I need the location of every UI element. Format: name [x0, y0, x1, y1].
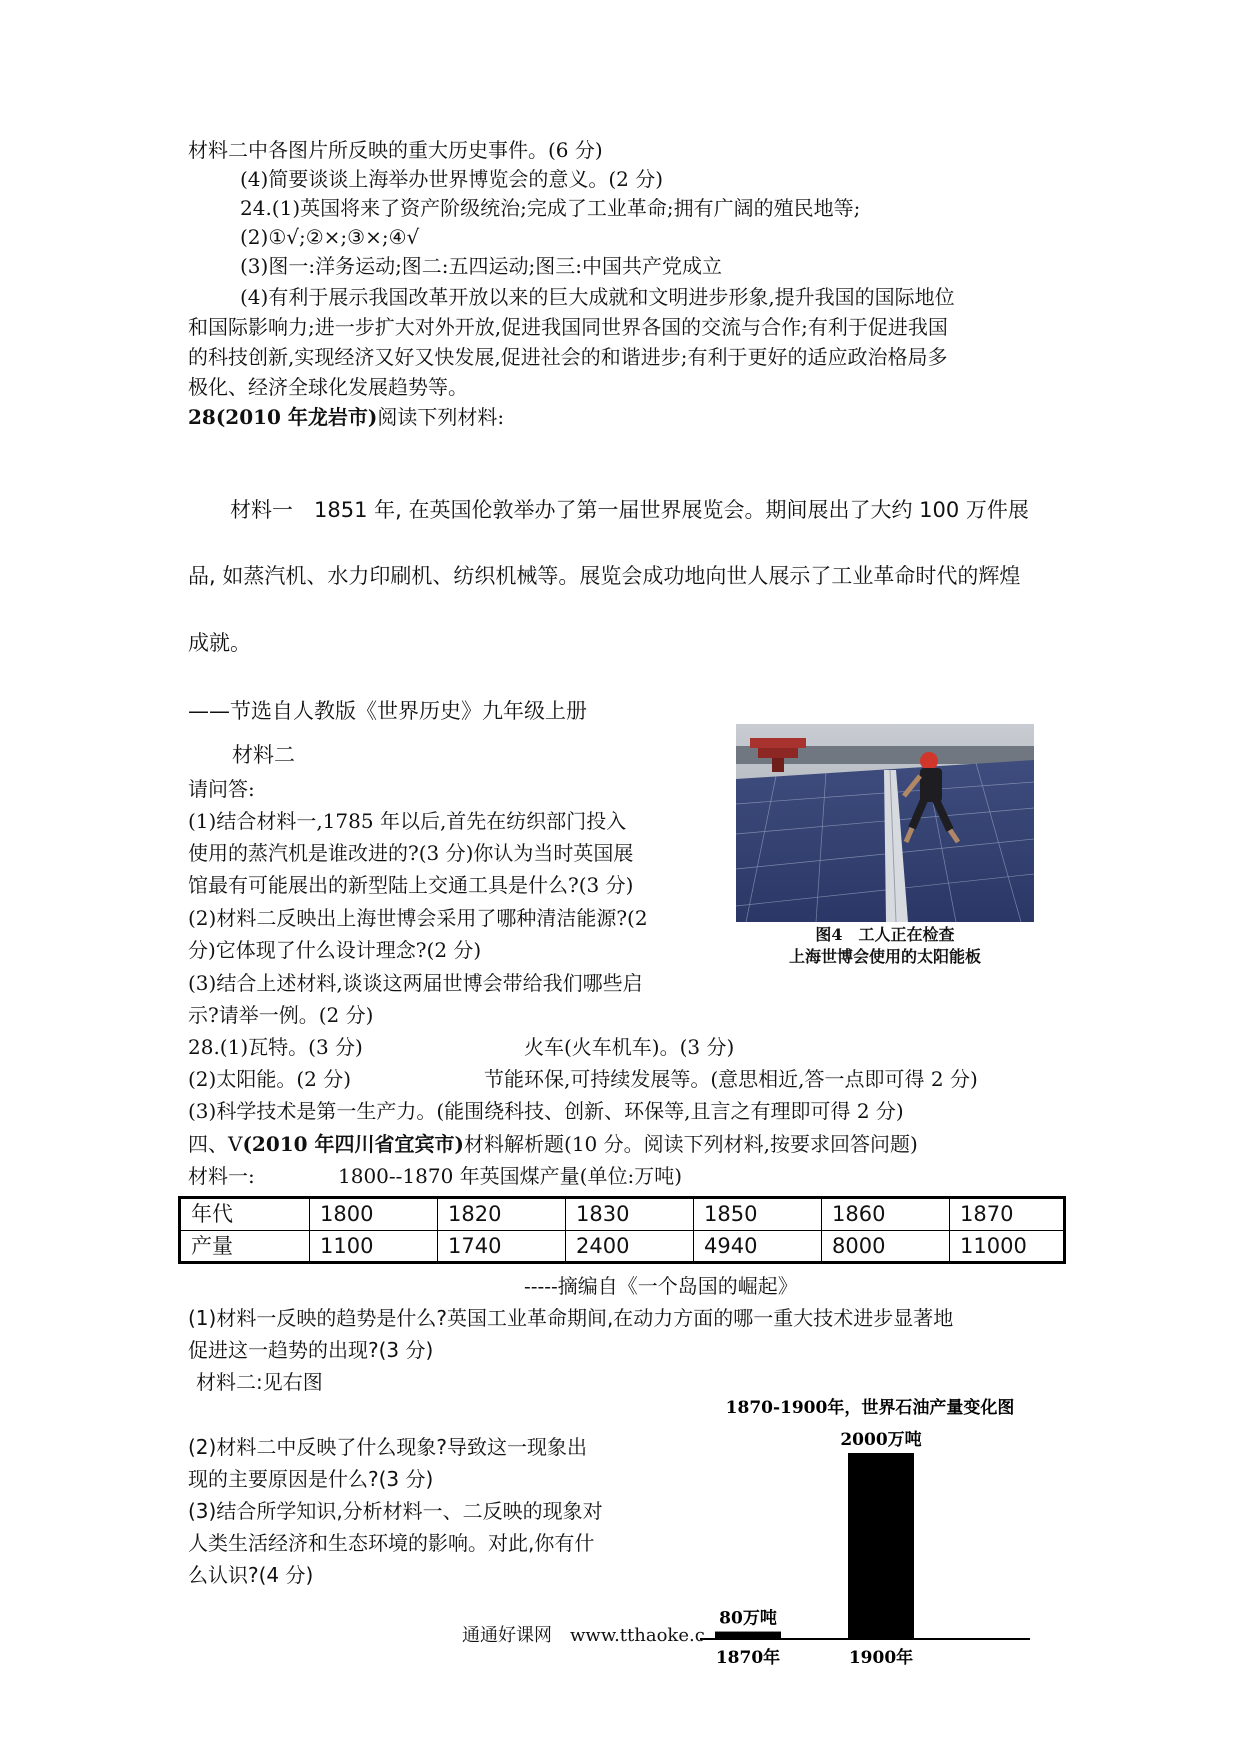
section-prefix: 四、V: [188, 1132, 243, 1156]
question-intro: 阅读下列材料:: [377, 405, 505, 429]
question-line: 现的主要原因是什么?(3 分): [188, 1467, 434, 1491]
table-cell: 1870: [949, 1199, 1063, 1230]
question-line: 人类生活经济和生态环境的影响。对此,你有什: [188, 1531, 595, 1555]
table-row: [181, 1230, 1063, 1262]
text-line: 分)它体现了什么设计理念?(2 分): [188, 938, 482, 962]
text-line: (3)图一:洋务运动;图二:五四运动;图三:中国共产党成立: [240, 254, 723, 278]
section-4-heading: [188, 1130, 918, 1158]
photo-caption: 图4 工人正在检查: [815, 925, 955, 944]
answer-line: 28.(1)瓦特。(3 分): [188, 1035, 363, 1059]
chart-data-label: 80万吨: [719, 1608, 777, 1629]
table-cell: 1740: [437, 1231, 565, 1262]
text-line: (2)①√;②×;③×;④√: [240, 225, 420, 249]
material-2-label: 材料二: [232, 743, 295, 767]
answer-line: (3)科学技术是第一生产力。(能围绕科技、创新、环保等,且言之有理即可得 2 分): [188, 1099, 904, 1123]
question-line: (1)材料一反映的趋势是什么?英国工业革命期间,在动力方面的哪一重大技术进步显著地: [188, 1306, 954, 1330]
material-1-line: 成就。: [188, 631, 251, 655]
section-text: 材料解析题(10 分。阅读下列材料,按要求回答问题): [464, 1132, 918, 1156]
answer-line: 节能环保,可持续发展等。(意思相近,答一点即可得 2 分): [484, 1067, 978, 1091]
chart-bar: [715, 1632, 781, 1639]
table-cell: 年代: [191, 1202, 233, 1226]
question-line: (3)结合所学知识,分析材料一、二反映的现象对: [188, 1499, 603, 1523]
text-line: (4)简要谈谈上海举办世界博览会的意义。(2 分): [240, 167, 664, 191]
material-1-source: ——节选自人教版《世界历史》九年级上册: [188, 699, 587, 723]
section-source: (2010 年四川省宜宾市): [242, 1132, 465, 1156]
text-line: 的科技创新,实现经济又好又快发展,促进社会的和谐进步;有利于更好的适应政治格局多: [188, 345, 948, 369]
solar-panel-illustration: [736, 724, 1034, 922]
text-line: 示?请举一例。(2 分): [188, 1003, 374, 1027]
text-line: 材料二中各图片所反映的重大历史事件。(6 分): [188, 138, 603, 162]
question-line: (2)材料二中反映了什么现象?导致这一现象出: [188, 1435, 587, 1459]
chart-bar: [848, 1453, 914, 1639]
photo-caption: 上海世博会使用的太阳能板: [788, 947, 981, 966]
table-cell: 1100: [309, 1231, 437, 1262]
footer-watermark: 通通好课网 www.tthaoke.c: [462, 1625, 705, 1646]
chart-title: 1870-1900年，世界石油产量变化图: [725, 1398, 1015, 1418]
question-line: 么认识?(4 分): [188, 1563, 314, 1587]
table-cell: 产量: [191, 1234, 233, 1258]
material-2-note: 材料二:见右图: [196, 1370, 323, 1394]
text-line: (3)结合上述材料,谈谈这两届世博会带给我们哪些启: [188, 971, 643, 995]
table-source: -----摘编自《一个岛国的崛起》: [524, 1274, 798, 1298]
text-line: 请问答:: [188, 777, 255, 801]
table-label: 材料一:: [188, 1164, 255, 1188]
table-cell: 1820: [437, 1199, 565, 1230]
text-line: (4)有利于展示我国改革开放以来的巨大成就和文明进步形象,提升我国的国际地位: [240, 285, 955, 309]
table-cell: 8000: [821, 1231, 949, 1262]
table-cell: 11000: [949, 1231, 1063, 1262]
text-line: 24.(1)英国将来了资产阶级统治;完成了工业革命;拥有广阔的殖民地等;: [240, 196, 861, 220]
chart-category-label: 1900年: [848, 1648, 914, 1668]
text-line: 和国际影响力;进一步扩大对外开放,促进我国同世界各国的交流与合作;有利于促进我国: [188, 315, 948, 339]
text-line: 馆最有可能展出的新型陆上交通工具是什么?(3 分): [188, 873, 634, 897]
solar-panel-photo: [736, 724, 1034, 922]
table-cell: 1860: [821, 1199, 949, 1230]
text-line: 使用的蒸汽机是谁改进的?(3 分)你认为当时英国展: [188, 841, 634, 865]
text-line: 极化、经济全球化发展趋势等。: [188, 375, 468, 399]
answer-line: 火车(火车机车)。(3 分): [524, 1035, 735, 1059]
table-cell: 1800: [309, 1199, 437, 1230]
text-line: (2)材料二反映出上海世博会采用了哪种清洁能源?(2: [188, 906, 648, 930]
table-header-row: [181, 1199, 1063, 1230]
material-1-line: 材料一 1851 年, 在英国伦敦举办了第一届世界展览会。期间展出了大约 100 万件展: [230, 498, 1029, 522]
table-cell: 1830: [565, 1199, 693, 1230]
table-cell: 2400: [565, 1231, 693, 1262]
question-number: 28: [188, 405, 216, 429]
answer-line: (2)太阳能。(2 分): [188, 1067, 352, 1091]
oil-production-chart: [700, 1395, 1040, 1675]
table-cell: 1850: [693, 1199, 821, 1230]
chart-data-label: 2000万吨: [840, 1430, 922, 1450]
coal-production-table: [178, 1196, 1066, 1264]
material-1-line: 品, 如蒸汽机、水力印刷机、纺织机械等。展览会成功地向世人展示了工业革命时代的辉煌: [188, 564, 1021, 588]
chart-category-label: 1870年: [715, 1648, 781, 1668]
text-line: (1)结合材料一,1785 年以后,首先在纺织部门投入: [188, 809, 627, 833]
question-line: 促进这一趋势的出现?(3 分): [188, 1338, 434, 1362]
question-28-heading: [188, 403, 504, 431]
question-source: (2010 年龙岩市): [215, 405, 378, 429]
table-cell: 4940: [693, 1231, 821, 1262]
table-title: 1800--1870 年英国煤产量(单位:万吨): [338, 1164, 683, 1188]
